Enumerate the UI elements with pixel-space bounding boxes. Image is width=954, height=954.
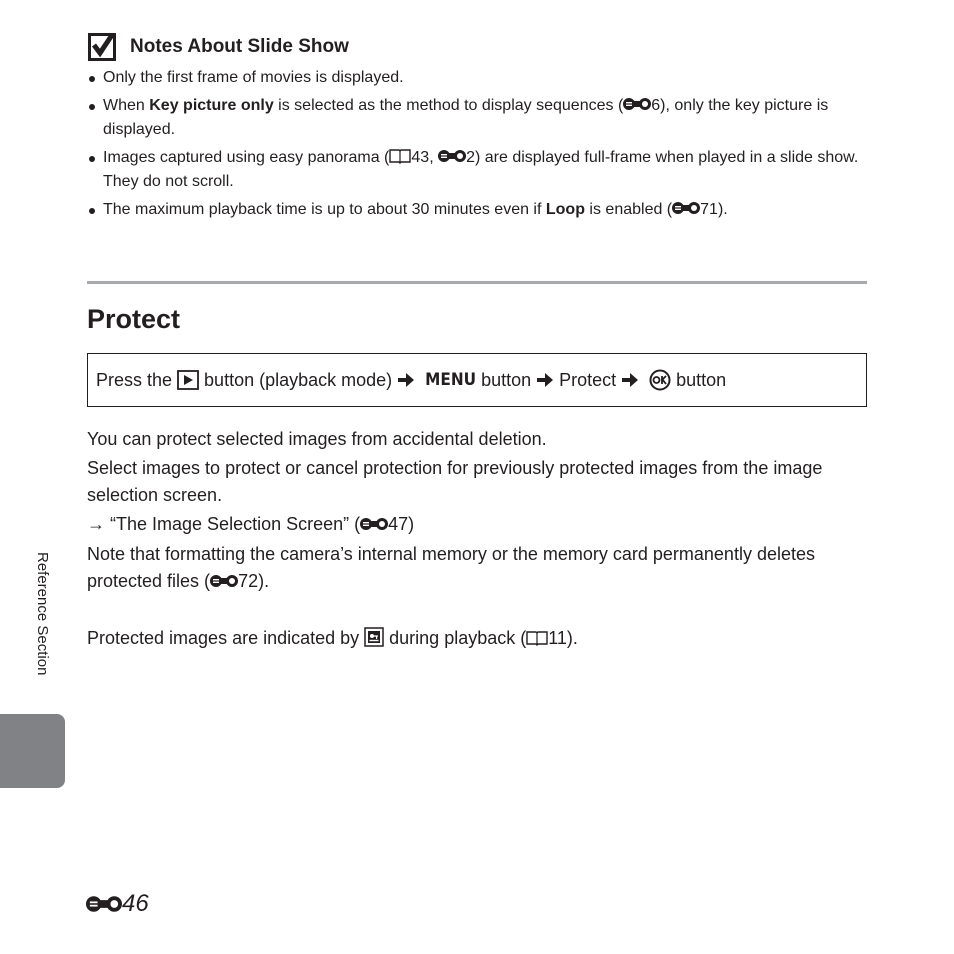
note-bold: Loop [545,201,585,218]
reference-icon [672,201,700,215]
nav-text: Press the [96,369,173,390]
arrow-icon [398,373,414,387]
reference-page[interactable]: 6 [651,97,661,114]
protect-icon [364,627,384,647]
note-text: ). [717,201,728,218]
nav-text: button (playback mode) [204,369,393,390]
paragraph-text: ) [408,514,415,534]
reference-page[interactable]: 47 [388,514,409,534]
book-icon [389,148,411,164]
notes-title: Notes About Slide Show [130,36,349,57]
paragraph-text: ). [258,571,270,591]
book-icon [526,630,548,646]
page-number-text: 46 [122,890,149,917]
menu-button-label: MENU [425,370,477,390]
play-icon [177,370,199,390]
note-text: is selected as the method to display sequences ( [273,97,624,114]
arrow-icon [622,373,638,387]
reference-icon [360,517,388,531]
reference-page[interactable]: 72 [238,571,259,591]
note-text: , [429,149,439,166]
paragraph-text: Protected images are indicated by [87,628,365,648]
notes-list [88,66,878,226]
book-page[interactable]: 11 [548,628,567,648]
list-item [88,146,878,194]
paragraph: Select images to protect or cancel protection for previously protected images from the image selection screen. [87,458,823,505]
paragraph-text: “The Image Selection Screen” ( [110,514,361,534]
paragraph-text: during playback ( [384,628,527,648]
reference-icon [210,574,238,588]
arrow-right-icon: → [87,514,111,534]
check-icon [88,33,116,61]
list-item [88,198,878,222]
reference-page[interactable]: 71 [700,201,718,218]
list-item [88,94,878,142]
paragraph [87,625,877,652]
nav-text: button [481,369,532,390]
paragraph-text: Note that formatting the camera’s internal memory or the memory card permanently deletes protected files ( [87,544,815,591]
reference-page[interactable]: 2 [466,149,475,166]
reference-icon [623,97,651,111]
section-title: Protect [87,304,181,334]
note-text: The maximum playback time is up to about 30 minutes even if [103,201,546,218]
paragraph [87,541,877,595]
nav-text: button [676,369,727,390]
note-text: ) are displayed full-frame when played in a slide show. They do not scroll. [103,149,859,190]
reference-icon [438,149,466,163]
book-page[interactable]: 43 [411,149,430,166]
section-divider [87,281,867,284]
note-text: When [103,97,150,114]
paragraph-text: ). [566,628,578,648]
paragraph [87,511,877,538]
note-text: ), only the key picture is displayed. [103,97,829,138]
note-bold: Key picture only [149,97,274,114]
note-text: Images captured using easy panorama ( [103,149,390,166]
side-section-label: Reference Section [34,552,51,676]
paragraph: You can protect selected images from accidental deletion. [87,429,547,449]
nav-text: Protect [559,369,617,390]
list-item [88,66,878,90]
page-number [86,890,149,918]
reference-icon [86,895,122,913]
menu-path-box [87,353,867,407]
ok-icon [649,369,671,391]
side-tab [0,714,65,788]
note-text: Only the first frame of movies is displayed. [103,69,404,86]
arrow-icon [537,373,553,387]
note-text: is enabled ( [584,201,673,218]
notes-header [88,32,349,62]
